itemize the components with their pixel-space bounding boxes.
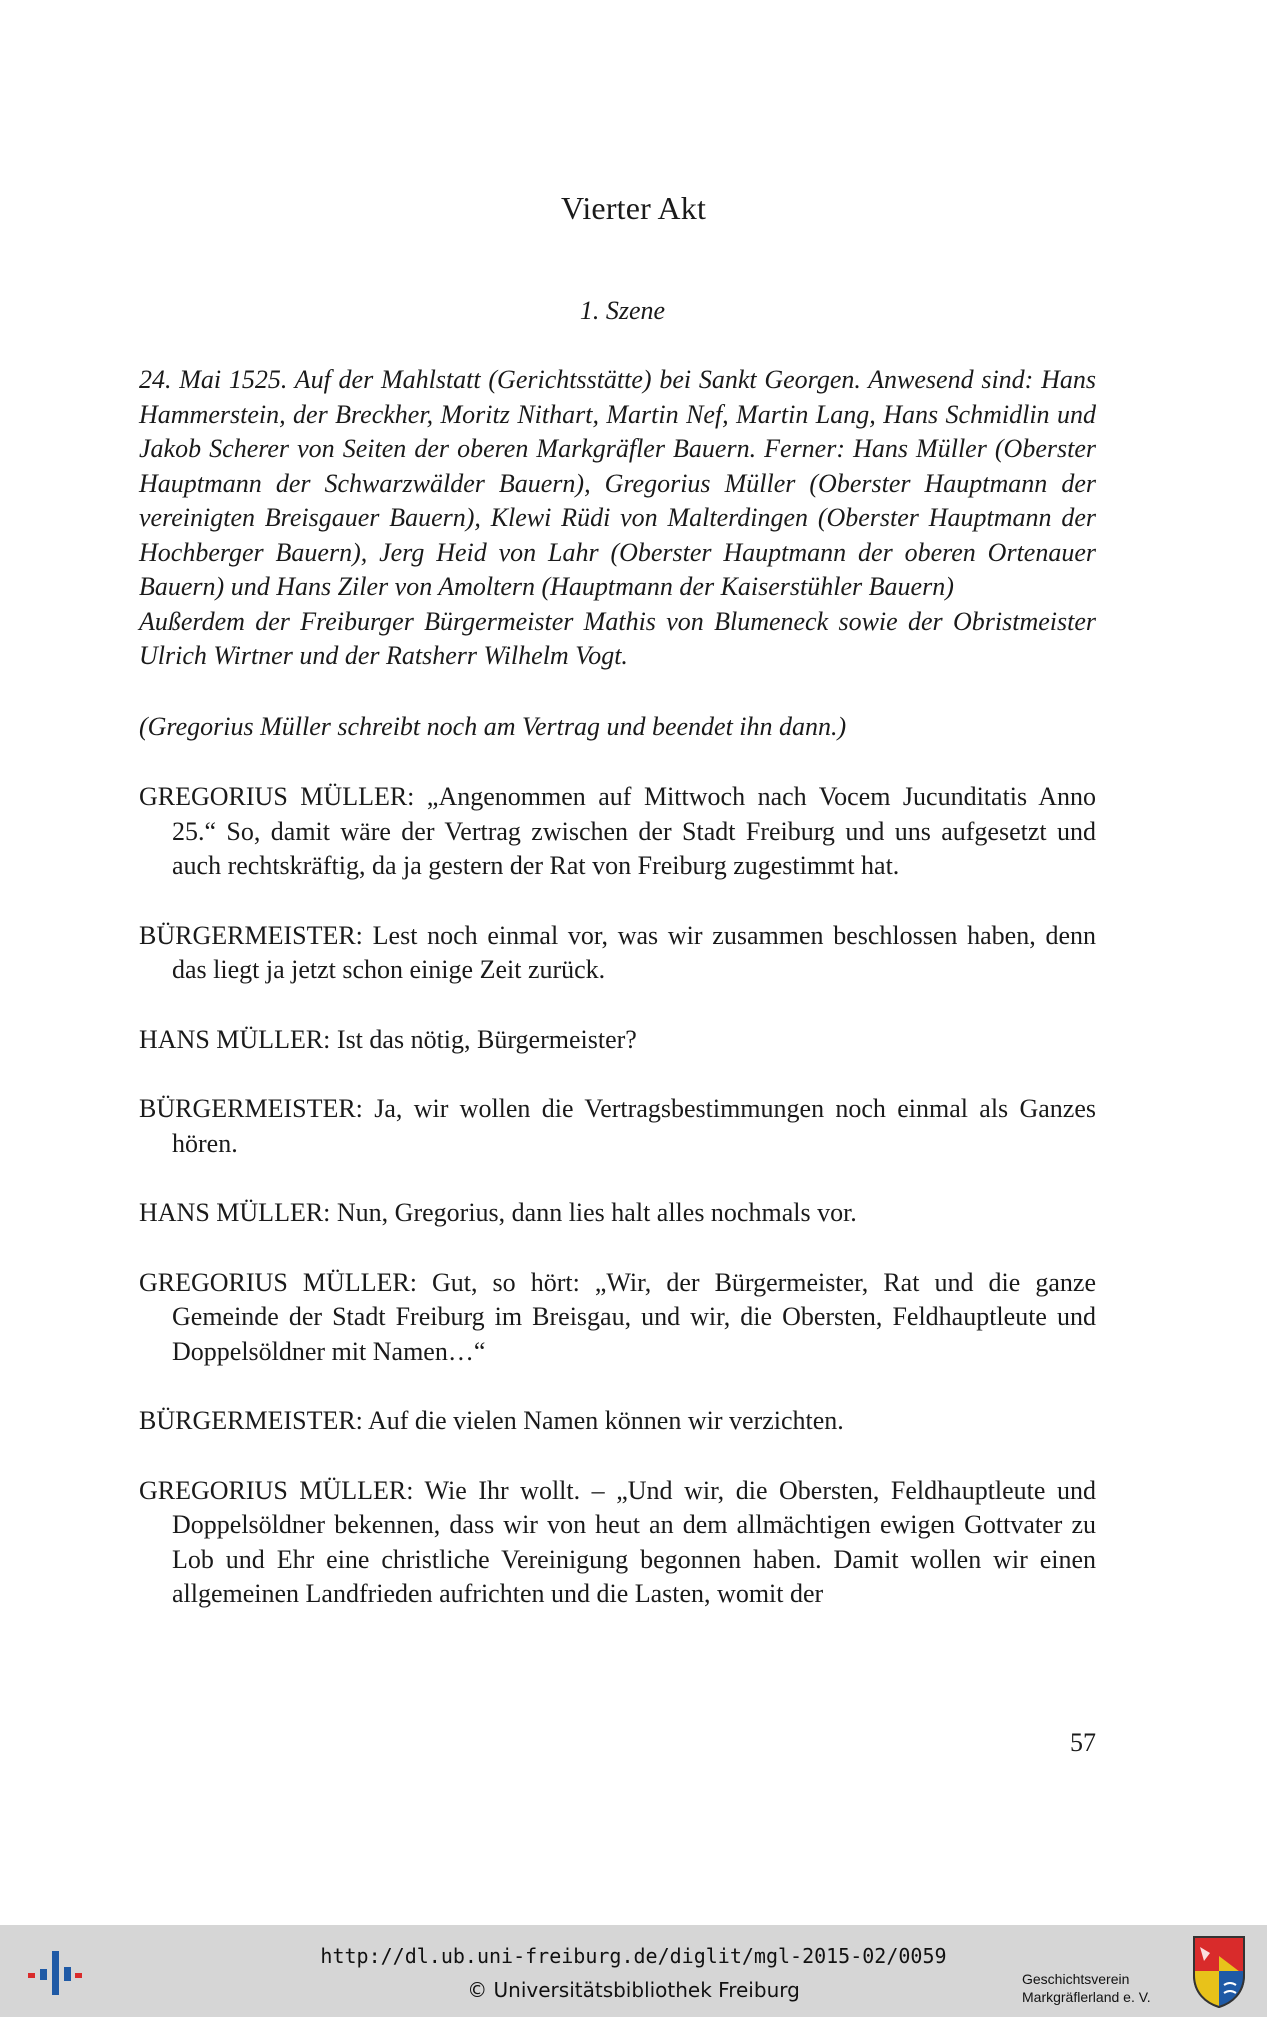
speaker-name: GREGORIUS MÜLLER: xyxy=(139,1267,417,1297)
speech-text: Auf die vielen Namen können wir verzichten. xyxy=(362,1406,844,1435)
page-number: 57 xyxy=(1070,1728,1096,1757)
copyright-notice: © Universitätsbibliothek Freiburg xyxy=(467,1978,800,2002)
society-name xyxy=(1022,1970,1151,2006)
speech-buergermeister-3 xyxy=(139,1404,1096,1439)
speaker-name: GREGORIUS MÜLLER: xyxy=(139,782,415,811)
speech-hans-1 xyxy=(139,1023,1096,1058)
speaker-name: HANS MÜLLER: xyxy=(139,1198,331,1227)
speech-text: Lest noch einmal vor, was wir zusammen beschlossen haben, denn das liegt ja jetzt schon einige Zeit zurück. xyxy=(172,920,1096,984)
stage-direction-continued: Außerdem der Freiburger Bürgermeister Mathis von Blumeneck sowie der Obristmeister Ulrich Wirtner und der Ratsherr Wilhelm Vogt. xyxy=(139,606,1096,670)
speaker-name: BÜRGERMEISTER: xyxy=(139,920,363,950)
speech-buergermeister-2 xyxy=(139,1092,1096,1161)
action-note: (Gregorius Müller schreibt noch am Vertrag und beendet ihn dann.) xyxy=(139,711,847,741)
speech-text: Wie Ihr wollt. – „Und wir, die Obersten, Feldhauptleute und Doppelsöldner bekennen, dass wir von heut an dem allmächtigen ewigen Gottvater zu Lob und Ehr eine christliche Vereinigung begonnen haben. Damit wollen wir einen allgemeinen Landfrieden aufrichten und die Lasten, womit der xyxy=(172,1475,1096,1608)
speech-text: „Angenommen auf Mittwoch nach Vocem Jucunditatis Anno 25.“ So, damit wäre der Vertrag zwischen der Stadt Freiburg und uns aufgesetzt und auch rechtskräftig, da ja gestern der Rat von Freiburg zugestimmt hat. xyxy=(172,782,1096,880)
speaker-name: HANS MÜLLER: xyxy=(139,1024,331,1054)
speech-text: Nun, Gregorius, dann lies halt alles nochmals vor. xyxy=(330,1198,857,1227)
speech-text: Ja, wir wollen die Vertragsbestimmungen noch einmal als Ganzes hören. xyxy=(172,1094,1096,1158)
speaker-name: GREGORIUS MÜLLER: xyxy=(139,1475,414,1505)
speech-gregorius-3 xyxy=(139,1474,1096,1612)
act-title: Vierter Akt xyxy=(560,190,707,226)
speaker-name: BÜRGERMEISTER: xyxy=(139,1094,363,1123)
coat-of-arms-icon xyxy=(1192,1935,1246,2009)
speech-gregorius-1 xyxy=(139,780,1096,884)
footer-bar xyxy=(0,1925,1267,2017)
society-line-1: Geschichtsverein xyxy=(1022,1971,1130,1987)
speech-text: Ist das nötig, Bürgermeister? xyxy=(330,1024,637,1054)
speaker-name: BÜRGERMEISTER: xyxy=(139,1406,363,1435)
speech-buergermeister-1 xyxy=(139,919,1096,988)
scene-heading: 1. Szene xyxy=(579,296,666,325)
page-body xyxy=(139,363,1096,1612)
speech-text: Gut, so hört: „Wir, der Bürgermeister, Rat und die ganze Gemeinde der Stadt Freiburg im Breisgau, und wir, die Obersten, Feldhauptleute und Doppelsöldner mit Namen…“ xyxy=(172,1267,1096,1366)
stage-direction: 24. Mai 1525. Auf der Mahlstatt (Gerichtsstätte) bei Sankt Georgen. Anwesend sind: Hans Hammerstein, der Breckher, Moritz Nithart, Martin Nef, Martin Lang, Hans Schmidlin und Jakob Scherer von Seiten der oberen Markgräfler Bauern. Ferner: Hans Müller (Oberster Hauptmann der Schwarzwälder Bauern), Gregorius Müller (Oberster Hauptmann der vereinigten Breisgauer Bauern), Klewi Rüdi von Malterdingen (Oberster Hauptmann der Hochberger Bauern), Jerg Heid von Lahr (Oberster Hauptmann der oberen Ortenauer Bauern) und Hans Ziler von Amoltern (Hauptmann der Kaiserstühler Bauern) xyxy=(139,365,1096,601)
society-line-2: Markgräflerland e. V. xyxy=(1022,1989,1151,2005)
permalink-url[interactable]: http://dl.ub.uni-freiburg.de/diglit/mgl-2015-02/0059 xyxy=(320,1944,947,1968)
speech-gregorius-2 xyxy=(139,1266,1096,1370)
speech-hans-2 xyxy=(139,1196,1096,1231)
